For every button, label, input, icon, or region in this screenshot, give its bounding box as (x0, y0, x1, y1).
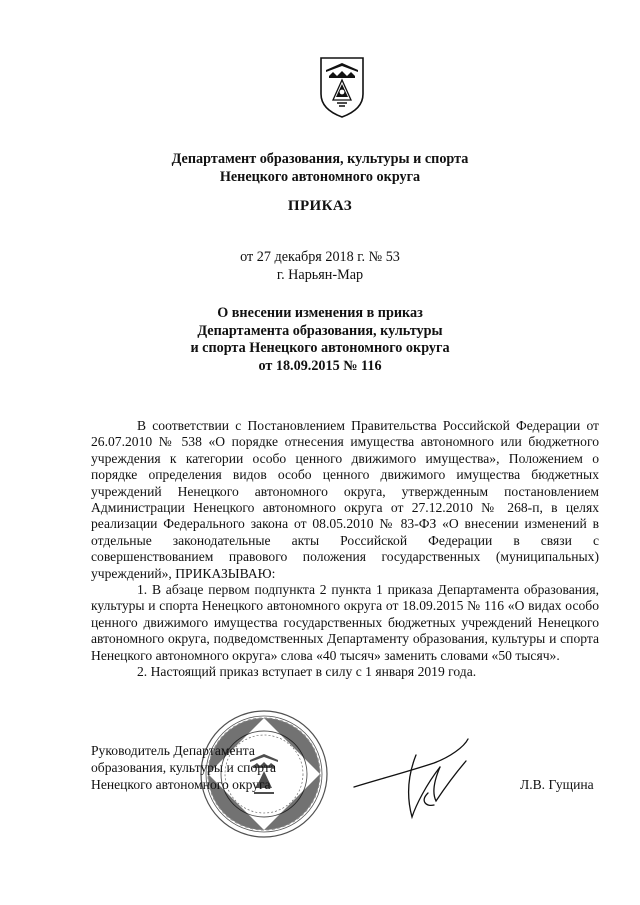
order-subject (0, 305, 640, 375)
subject-line-2: Департамента образования, культуры (197, 322, 443, 339)
order-date-number: от 27 декабря 2018 г. № 53 (240, 249, 400, 265)
order-item-2: 2. Настоящий приказ вступает в силу с 1 января 2019 года. (137, 664, 477, 680)
order-city: г. Нарьян-Мар (276, 267, 364, 283)
order-date-block (0, 248, 640, 284)
signer-title-line-2: образования, культуры и спорта (91, 760, 277, 775)
signer-name: Л.В. Гущина (520, 777, 594, 792)
signer-title-line-3: Ненецкого автономного округа (91, 777, 271, 792)
signer-title (91, 742, 276, 793)
coat-of-arms-icon (319, 56, 365, 118)
department-name (0, 150, 640, 186)
signer-title-line-1: Руководитель Департамента (91, 743, 255, 758)
handwritten-signature-icon (350, 735, 485, 820)
order-item-1: 1. В абзаце первом подпункта 2 пункта 1 приказа Департамента образования, культуры и спорта Ненецкого автономного округа от 18.09.2015 № 116 «О видах особо ценного движимого имущества государственных бюджетных учреждений Ненецкого автономного округа, подведомственных Департаменту образования, культуры и спорта Ненецкого автономного округа» слова «40 тысяч» заменить словами «50 тысяч». (91, 582, 599, 663)
subject-line-4: от 18.09.2015 № 116 (258, 357, 382, 374)
department-line-2: Ненецкого автономного округа (219, 169, 421, 185)
preamble-paragraph: В соответствии с Постановлением Правительства Российской Федерации от 26.07.2010 № 538 «О порядке отнесения имущества автономного или бюджетного учреждения к категории особо ценного движимого имущества», Положением о порядке определения видов особо ценного движимого имущества бюджетных учреждений Ненецкого автономного округа, утвержденным постановлением Администрации Ненецкого автономного округа от 27.12.2010 № 268-п, в целях реализации Федерального закона от 08.05.2010 № 83-ФЗ «О внесении изменений в отдельные законодательные акты Российской Федерации в связи с совершенствованием правового положения государственных (муниципальных) учреждений», ПРИКАЗЫВАЮ: (91, 418, 599, 581)
subject-line-3: и спорта Ненецкого автономного округа (190, 340, 450, 356)
department-line-1: Департамент образования, культуры и спорта (171, 151, 469, 167)
order-body (91, 418, 599, 681)
subject-line-1: О внесении изменения в приказ (217, 305, 423, 321)
order-title: ПРИКАЗ (287, 198, 353, 214)
